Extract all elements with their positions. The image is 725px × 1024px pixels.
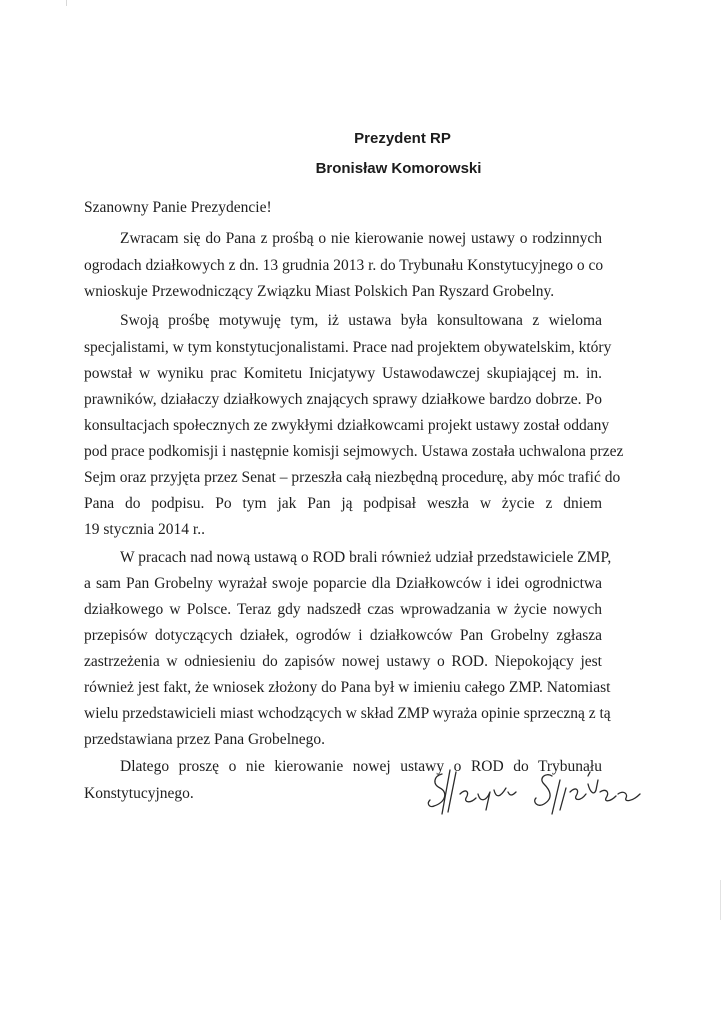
body-line: zastrzeżenia w odniesieniu do zapisów nowej ustawy o ROD. Niepokojący jest — [84, 653, 602, 670]
body-line: wnioskuje Przewodniczący Związku Miast Polskich Pan Ryszard Grobelny. — [84, 283, 555, 300]
body-line: Konstytucyjnego. — [84, 785, 194, 802]
body-line: Pana do podpisu. Po tym jak Pan ją podpisał weszła w życie z dniem — [84, 495, 602, 512]
body-line: konsultacjach społecznych ze zwykłymi działkowcami projekt ustawy został oddany — [84, 417, 610, 434]
body-line: 19 stycznia 2014 r.. — [84, 521, 205, 538]
scan-edge-mark — [720, 880, 721, 920]
body-line: Swoją prośbę motywuję tym, iż ustawa była konsultowana z wieloma — [120, 312, 602, 329]
recipient-title: Prezydent RP — [354, 130, 451, 147]
signature-scribble — [420, 762, 660, 822]
salutation: Szanowny Panie Prezydencie! — [84, 199, 272, 216]
body-line: również jest fakt, że wniosek złożony do Pana był w imieniu całego ZMP. Natomiast — [84, 679, 611, 696]
scan-edge-mark — [66, 0, 67, 6]
body-line: przepisów dotyczących działek, ogrodów i działkowców Pan Grobelny zgłasza — [84, 627, 602, 644]
body-line: Zwracam się do Pana z prośbą o nie kierowanie nowej ustawy o rodzinnych — [120, 230, 602, 247]
handwritten-signature — [420, 762, 660, 822]
body-line: W pracach nad nową ustawą o ROD brali również udział przedstawiciele ZMP, — [120, 549, 612, 566]
body-line: Dlatego proszę o nie kierowanie nowej ustawy o ROD do Trybunału — [120, 758, 602, 775]
body-line: pod prace podkomisji i następnie komisji sejmowych. Ustawa została uchwalona przez — [84, 443, 624, 460]
body-line: a sam Pan Grobelny wyrażał swoje poparcie dla Działkowców i idei ogrodnictwa — [84, 575, 602, 592]
body-line: wielu przedstawicieli miast wchodzących w skład ZMP wyraża opinie sprzeczną z tą — [84, 705, 611, 722]
body-line: działkowego w Polsce. Teraz gdy nadszedł czas wprowadzania w życie nowych — [84, 601, 602, 618]
recipient-name: Bronisław Komorowski — [315, 160, 482, 177]
body-line: prawników, działaczy działkowych znających sprawy działkowe bardzo dobrze. Po — [84, 391, 602, 408]
body-line: specjalistami, w tym konstytucjonalistami. Prace nad projektem obywatelskim, który — [84, 339, 612, 356]
body-line: powstał w wyniku prac Komitetu Inicjatywy Ustawodawczej skupiającej m. in. — [84, 365, 602, 382]
body-line: przedstawiana przez Pana Grobelnego. — [84, 731, 325, 748]
body-line: Sejm oraz przyjęta przez Senat – przeszła całą niezbędną procedurę, aby móc trafić do — [84, 469, 621, 486]
body-line: ogrodach działkowych z dn. 13 grudnia 2013 r. do Trybunału Konstytucyjnego o co — [84, 257, 604, 274]
